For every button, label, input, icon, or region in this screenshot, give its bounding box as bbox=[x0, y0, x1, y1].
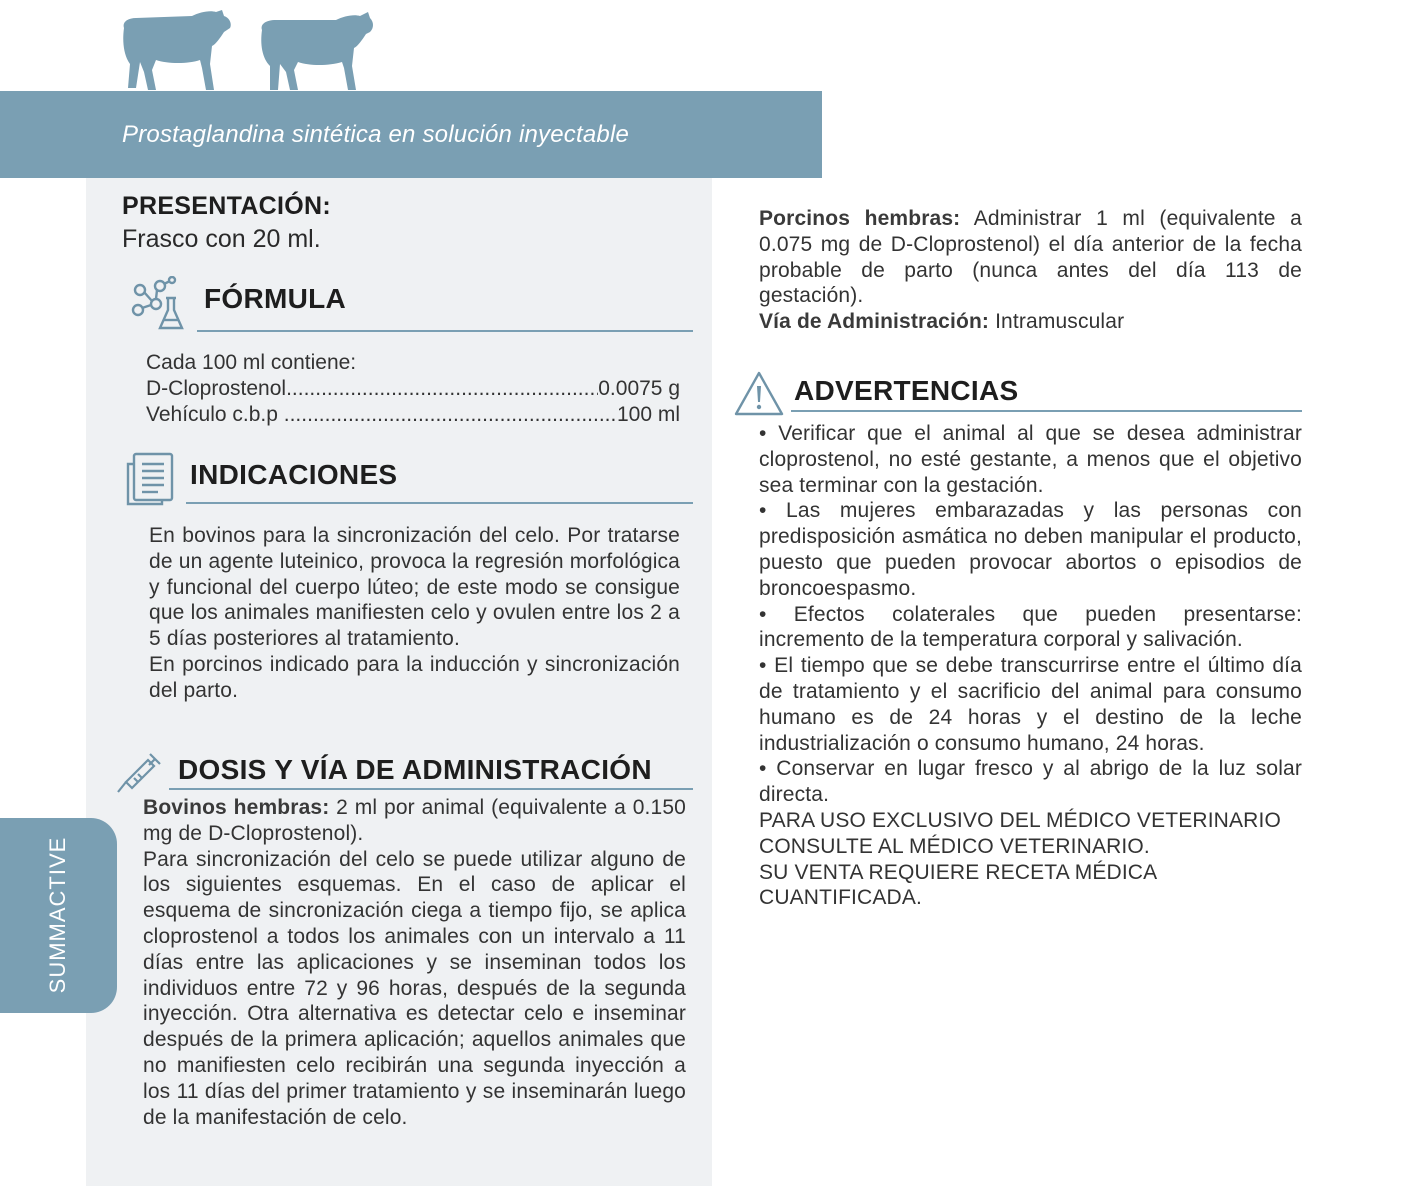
warnings-text bbox=[759, 421, 1302, 911]
presentation-value: Frasco con 20 ml. bbox=[122, 225, 321, 253]
formula-title: FÓRMULA bbox=[204, 283, 347, 314]
cattle-icon bbox=[258, 8, 376, 92]
brand-side-tab bbox=[0, 818, 117, 1013]
warning-item: • Las mujeres embarazadas y las personas con predisposición asmática no deben manipular el producto, puesto que pueden provocar abortos o episodios de broncoespasmo. bbox=[759, 499, 1302, 600]
dosage-title: DOSIS Y VÍA DE ADMINISTRACIÓN bbox=[178, 754, 652, 785]
document-icon bbox=[122, 450, 178, 508]
syringe-icon bbox=[116, 750, 164, 794]
product-subtitle: Prostaglandina sintética en solución inyectable bbox=[122, 121, 630, 148]
molecule-flask-icon bbox=[130, 276, 188, 334]
dosage-swine-text bbox=[759, 206, 1302, 335]
brand-label: SUMMACTIVE bbox=[45, 836, 70, 994]
warning-item: • Conservar en lugar fresco y al abrigo de la luz solar directa. bbox=[759, 757, 1302, 807]
indications-paragraph: En bovinos para la sincronización del celo. Por tratarse de un agente luteinico, provoca la regresión morfológica y funcional del cuerpo lúteo; de este modo se consigue que los animales manifiesten celo y ovulen entre los 2 a 5 días posteriores al tratamiento. bbox=[149, 524, 680, 651]
formula-ingredient: D-Cloprostenol bbox=[146, 377, 287, 400]
section-divider bbox=[186, 502, 693, 504]
warning-icon bbox=[733, 370, 785, 418]
formula-row bbox=[146, 402, 680, 428]
warning-item: • Verificar que el animal al que se desea administrar cloprostenol, no esté gestante, a menos que el objetivo sea terminar con la gestación. bbox=[759, 422, 1302, 497]
bovine-dose: 2 ml por animal (equivalente a 0.150 mg de D-Cloprostenol). bbox=[143, 796, 687, 845]
notice-line: CONSULTE AL MÉDICO VETERINARIO. bbox=[759, 834, 1150, 858]
formula-ingredient: Vehículo c.b.p bbox=[146, 403, 284, 426]
warning-item: • El tiempo que se debe transcurrirse entre el último día de tratamiento y el sacrificio del animal para consumo humano es de 24 horas y el destino de la leche industrialización o consumo humano, 24 horas. bbox=[759, 654, 1302, 755]
section-divider bbox=[791, 410, 1302, 412]
leader-dots bbox=[284, 402, 617, 428]
indications-title: INDICACIONES bbox=[190, 459, 398, 490]
notice-line: SU VENTA REQUIERE RECETA MÉDICA CUANTIFICADA. bbox=[759, 860, 1157, 910]
warnings-title: ADVERTENCIAS bbox=[794, 375, 1019, 406]
indications-paragraph: En porcinos indicado para la inducción y sincronización del parto. bbox=[149, 652, 680, 702]
route-label: Vía de Administración: bbox=[759, 310, 990, 334]
formula-amount: 0.0075 g bbox=[598, 377, 680, 400]
presentation-title: PRESENTACIÓN: bbox=[122, 192, 332, 220]
section-divider bbox=[169, 788, 693, 790]
swine-label: Porcinos hembras: bbox=[759, 207, 961, 230]
formula-row bbox=[146, 376, 680, 402]
bovine-schedule: Para sincronización del celo se puede utilizar alguno de los siguientes esquemas. En el caso de aplicar el esquema de sincronización ciega a tiempo fijo, se aplica cloprostenol a todos los animales con un intervalo a 11 días entre las aplicaciones y se inseminan todos los individuos entre 72 y 96 horas, después de la segunda inyección. Otra alternativa es detectar celo e inseminar después de la primera aplicación; aquellos animales que no manifiesten celo recibirán una segunda inyección a los 11 días del primer tratamiento y se inseminarán luego de la manifestación de celo. bbox=[143, 847, 686, 1129]
swine-dose: Administrar 1 ml (equivalente a 0.075 mg de D-Cloprostenol) el día anterior de la fecha probable de parto (nunca antes del día 113 de gestación). bbox=[759, 207, 1302, 308]
notice-line: PARA USO EXCLUSIVO DEL MÉDICO VETERINARIO bbox=[759, 808, 1281, 832]
route-value: Intramuscular bbox=[989, 310, 1125, 334]
bovine-label: Bovinos hembras: bbox=[143, 796, 330, 819]
warning-item: • Efectos colaterales que pueden presentarse: incremento de la temperatura corporal y salivación. bbox=[759, 602, 1302, 652]
indications-text bbox=[149, 523, 680, 704]
dosage-bovine-text bbox=[143, 795, 686, 1130]
cattle-icon bbox=[118, 8, 234, 92]
formula-intro: Cada 100 ml contiene: bbox=[146, 351, 357, 374]
formula-amount: 100 ml bbox=[616, 403, 680, 426]
leader-dots bbox=[286, 376, 598, 402]
header-banner bbox=[0, 91, 822, 178]
section-divider bbox=[197, 330, 693, 332]
